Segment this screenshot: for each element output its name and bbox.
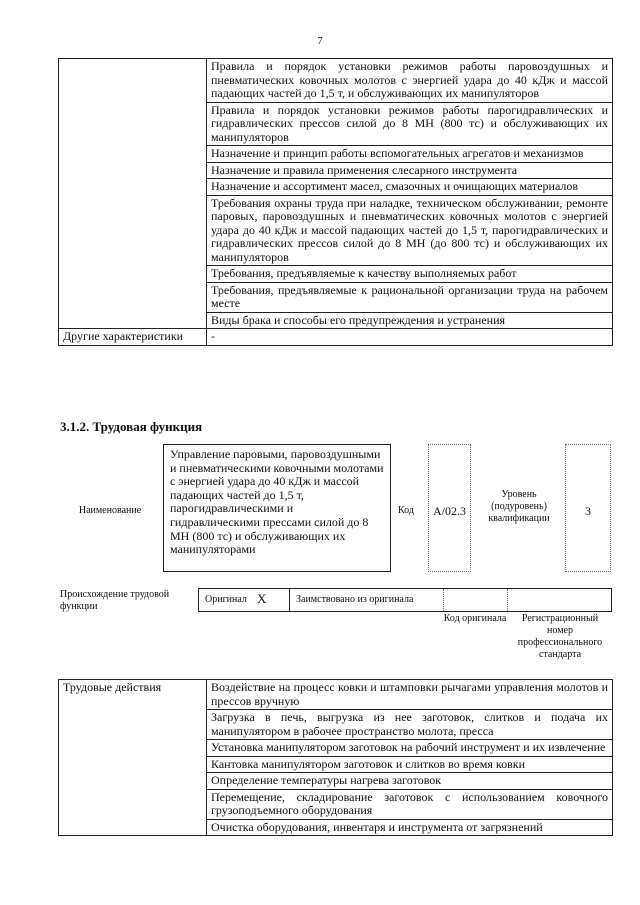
divider [289,589,290,611]
table-row [59,59,613,103]
labor-action: Загрузка в печь, выгрузка из нее заготовок, слитков и подача их манипулятором в рабочее пространство молота, пресса [207,710,613,740]
labor-action: Определение температуры нагрева заготовок [207,773,613,790]
section-title: 3.1.2. Трудовая функция [60,419,203,434]
labor-actions-table [58,679,613,836]
original-mark: X [257,591,267,606]
code-value: А/02.3 [428,444,471,572]
divider [507,589,508,611]
table-row [59,329,613,346]
borrowed-label: Заимствовано из оригинала [296,594,414,605]
page-number: 7 [317,35,323,47]
knowledge-item: Назначение и ассортимент масел, смазочных и очищающих материалов [207,179,613,196]
labor-action: Кантовка манипулятором заготовок и слитков во время ковки [207,756,613,773]
code-label: Код [398,505,414,516]
labor-action: Очистка оборудования, инвентаря и инструмента от загрязнений [207,819,613,836]
original-label: Оригинал [205,594,247,605]
registration-number-caption: Регистрационный номер профессионального стандарта [517,613,603,660]
level-value: 3 [565,444,611,572]
labor-actions-label: Трудовые действия [59,680,207,836]
name-label: Наименование [78,505,142,516]
knowledge-item: Правила и порядок установки режимов работы паровоздушных и пневматических ковочных молотов с энергией удара до 40 кДж и массой падающих частей до 1,5 т, и обслуживающих их манипуляторов [207,59,613,103]
knowledge-item: Правила и порядок установки режимов работы парогидравлических и гидравлических прессов силой до 8 МН (800 тс) и обслуживающих их манипуляторов [207,102,613,146]
origin-box [198,588,612,612]
knowledge-item: Назначение и правила применения слесарного инструмента [207,162,613,179]
table-row [59,680,613,710]
labor-action: Установка манипулятором заготовок на рабочий инструмент и их извлечение [207,740,613,757]
knowledge-item: Требования охраны труда при наладке, техническом обслуживании, ремонте паровых, паровоздушных и пневматических ковочных молотов с энергией удара до 40 кДж и массой падающих частей до 1,5 т, парогидравлических и гидравлических прессов силой до 8 МН (до 800 тс) и обслуживающих их манипуляторов [207,195,613,266]
labor-action: Перемещение, складирование заготовок с использованием ковочного грузоподъемного оборудования [207,789,613,819]
labor-action: Воздействие на процесс ковки и штамповки рычагами управления молотов и прессов вручную [207,680,613,710]
code-of-original-caption: Код оригинала [443,613,507,624]
origin-label: Происхождение трудовой функции [60,589,170,612]
knowledge-table [58,58,613,346]
knowledge-item: Назначение и принцип работы вспомогательных агрегатов и механизмов [207,146,613,163]
function-name-box: Управление паровыми, паровоздушными и пневматическими ковочными молотами с энергией удара до 40 кДж и массой падающих частей до 1,5 т, парогидравлическими и гидравлическими прессами силой до 8 МН (800 тс) и обслуживающих их манипуляторами [163,444,391,572]
knowledge-item: Требования, предъявляемые к рациональной организации труда на рабочем месте [207,282,613,312]
left-empty-cell [59,59,207,329]
knowledge-item: Виды брака и способы его предупреждения и устранения [207,312,613,329]
knowledge-item: Требования, предъявляемые к качеству выполняемых работ [207,266,613,283]
other-characteristics-label: Другие характеристики [59,329,207,346]
divider [443,589,444,611]
level-label: Уровень (подуровень) квалификации [488,489,550,524]
other-characteristics-value: - [207,329,613,346]
